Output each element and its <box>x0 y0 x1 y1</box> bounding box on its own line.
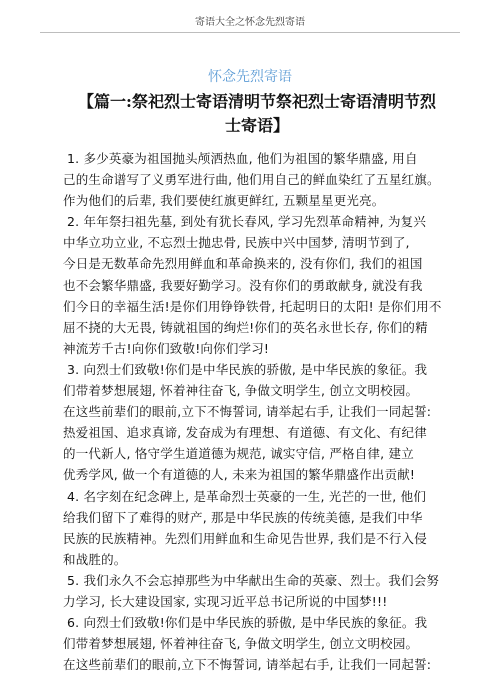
paragraph-line: 优秀学风, 做一个有道德的人, 未来为祖国的繁华鼎盛作出贡献! <box>63 467 416 483</box>
header-divider <box>40 32 460 33</box>
paragraph-line: 今日是无数革命先烈用鲜血和革命换来的, 没有你们, 我们的祖国 <box>63 256 423 272</box>
paragraph-line: 也不会繁华鼎盛, 我要好勤学习。没有你们的勇敢献身, 就没有我 <box>63 277 423 293</box>
document-title <box>62 90 452 138</box>
paragraph-line: 作为他们的后辈, 我们要使红旗更鲜红, 五颗星星更光亮。 <box>63 193 385 209</box>
paragraph-line: 2. 年年祭扫祖先墓, 到处有犹长春风, 学习先烈革命精神, 为复兴 <box>67 214 427 230</box>
paragraph-line: 屈不挠的大无畏, 铸就祖国的绚烂!你们的英名永世长存, 你们的精 <box>63 319 428 335</box>
subtitle: 怀念先烈寄语 <box>208 69 292 85</box>
paragraph-line: 们今日的幸福生活!是你们用铮铮铁骨, 托起明日的太阳! 是你们用不 <box>63 298 442 314</box>
paragraph-line: 们带着梦想展翅, 怀着神往奋飞, 争做文明学生, 创立文明校园。 <box>63 636 419 652</box>
paragraph-line: 们带着梦想展翅, 怀着神往奋飞, 争做文明学生, 创立文明校园。 <box>63 383 419 399</box>
paragraph-line: 民族的民族精神。先烈们用鲜血和生命见告世界, 我们是不行入侵 <box>63 530 427 546</box>
paragraph-line: 在这些前辈们的眼前,立下不悔誓词, 请举起右手, 让我们一同起誓: <box>63 657 432 673</box>
title-line: 【篇一:祭祀烈士寄语清明节祭祀烈士寄语清明节烈 <box>78 92 436 111</box>
paragraph-line: 和战胜的。 <box>63 551 127 567</box>
paragraph-line: 在这些前辈们的眼前,立下不悔誓词, 请举起右手, 让我们一同起誓: <box>63 404 432 420</box>
page-header: 寄语大全之怀念先烈寄语 <box>195 17 305 28</box>
paragraph-line: 己的生命谱写了义勇军进行曲, 他们用自己的鲜血染红了五星红旗。 <box>63 172 440 188</box>
paragraph-line: 热爱祖国、追求真谛, 发奋成为有理想、有道德、有文化、有纪律 <box>63 425 427 441</box>
paragraph-line: 中华立功立业, 不忘烈士抛忠骨, 民族中兴中国梦, 清明节到了, <box>63 235 410 251</box>
title-line: 士寄语】 <box>224 116 289 135</box>
paragraph-line: 给我们留下了难得的财产, 那是中华民族的传统美德, 是我们中华 <box>63 509 423 525</box>
paragraph-line: 3. 向烈士们致敬!你们是中华民族的骄傲, 是中华民族的象征。我 <box>67 361 428 377</box>
paragraph-line: 1. 多少英豪为祖国抛头颅洒热血, 他们为祖国的繁华鼎盛, 用自 <box>67 151 418 166</box>
paragraph-line: 6. 向烈士们致敬!你们是中华民族的骄傲, 是中华民族的象征。我 <box>67 615 428 631</box>
paragraph-line: 神流芳千古!向你们致敬!向你们学习! <box>63 340 270 356</box>
paragraph-line: 5. 我们永久不会忘掉那些为中华献出生命的英豪、烈士。我们会努 <box>67 572 440 588</box>
body-text <box>63 148 442 675</box>
paragraph-line: 的一代新人, 恪守学生道道德为规范, 诚实守信, 严格自律, 建立 <box>63 446 414 462</box>
paragraph-line: 4. 名字刻在纪念碑上, 是革命烈士英豪的一生, 光芒的一世, 他们 <box>67 488 427 504</box>
paragraph-line: 力学习, 长大建设国家, 实现习近平总书记所说的中国梦!!! <box>63 593 388 609</box>
